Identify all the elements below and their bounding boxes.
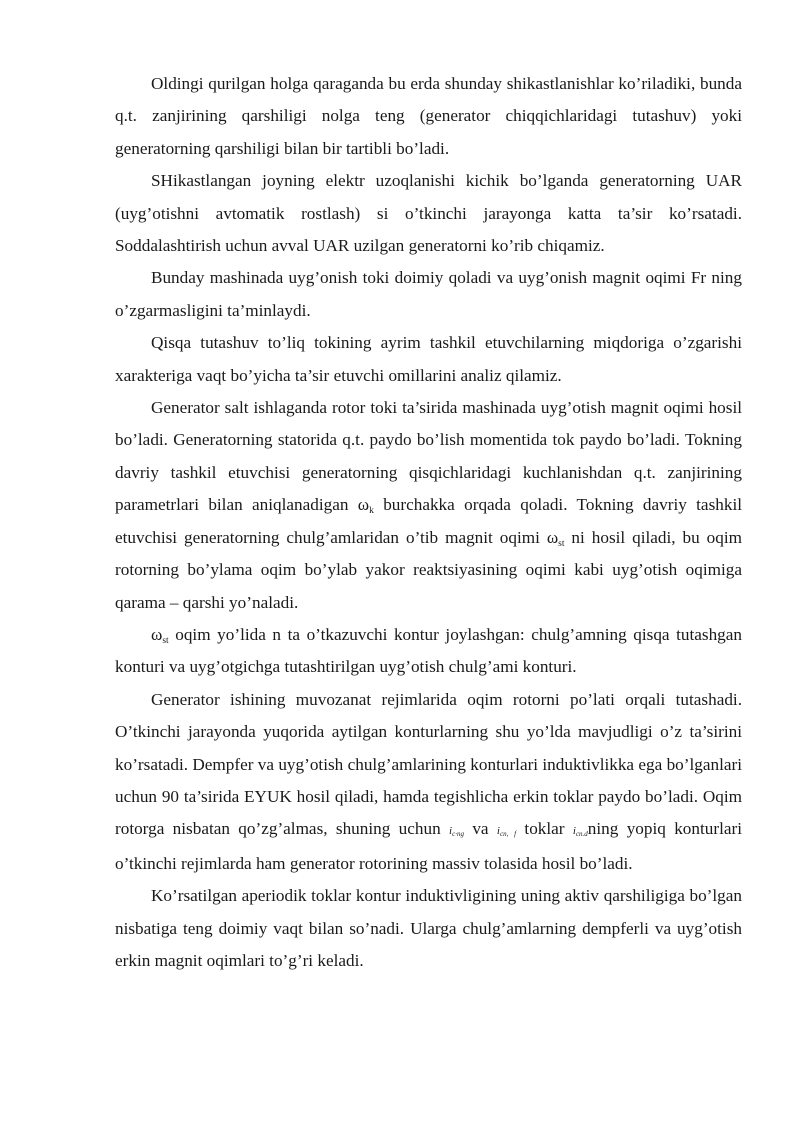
omega-st-subscript: st [558,538,565,549]
paragraph-5-text-c: ni hosil qiladi, bu oqim rotorning bo’ylama oqim bo’ylab yakor reaktsiyasining oqimi kabi uyg’otish oqimiga qarama – qarshi yo’naladi. [115,527,742,612]
paragraph-8: Ko’rsatilgan aperiodik toklar kontur induktivligining uning aktiv qarshiligiga bo’lgan nisbatiga teng doimiy vaqt bilan so’nadi. Ularga chulg’amlarning dempferli va uyg’otish erkin magnit oqimlari to’g’ri keladi. [115,886,742,970]
paragraph-7 [115,684,742,880]
paragraph-6 [115,619,742,684]
paragraph-2: SHikastlangan joyning elektr uzoqlanishi kichik bo’lganda generatorning UAR (uyg’otishni avtomatik rostlash) si o’tkinchi jarayonga katta ta’sir ko’rsatadi. Soddalashtirish uchun avval UAR uzilgan generatorni ko’rib chiqamiz. [115,171,742,256]
document-page [115,68,742,977]
paragraph-7-text-c: toklar [516,819,573,839]
paragraph-7-text-a: Generator ishining muvozanat rejimlarida oqim rotorni po’lati orqali tutashadi. O’tkinchi jarayonda yuqorida aytilgan konturlarning shu yo’lda mavjudligi o’z ta’sirini ko’rsatadi. Dempfer va uyg’otish chulg’amlarining konturlari induktivlikka ega bo’lganlari uchun 90 ta’sirida EYUK hosil qiladi, hamda tegishlicha erkin toklar paydo bo’ladi. Oqim rotorga nisbatan qo’zg’almas, shuning uchun [115,689,742,839]
formula-2-symbol: i [496,825,500,838]
omega-st-subscript: st [162,635,169,646]
omega-st-symbol: ω [546,527,559,547]
paragraph-4: Qisqa tutashuv to’liq tokining ayrim tashkil etuvchilarning miqdoriga o’zgarishi xarakteriga vaqt bo’yicha ta’sir etuvchi omillarini analiz qilamiz. [115,333,742,385]
formula-3-subscript: cn.d [575,830,588,839]
formula-1-symbol: i [449,825,453,838]
paragraph-7-text-b: va [463,819,497,839]
omega-k-subscript: k [369,506,374,517]
paragraph-7-text-d: ning yopiq konturlari o’tkinchi rejimlarda ham generator rotorining massiv tolasida hosil bo’ladi. [115,819,742,873]
paragraph-1: Oldingi qurilgan holga qaraganda bu erda shunday shikastlanishlar ko’riladiki, bunda q.t. zanjirining qarshiligi nolga teng (generator chiqqichlaridagi tutashuv) yoki generatorning qarshiligi bilan bir tartibli bo’ladi. [115,74,742,158]
omega-st-symbol: ω [151,624,163,644]
current-formula-1 [449,825,464,837]
formula-2-subscript: cn, f [499,830,517,839]
paragraph-5 [115,392,742,619]
current-formula-2 [497,825,516,837]
current-formula-3 [573,825,588,837]
formula-3-symbol: i [572,825,576,838]
paragraph-3: Bunday mashinada uyg’onish toki doimiy qoladi va uyg’onish magnit oqimi Fr ning o’zgarmasligini ta’minlaydi. [115,268,742,320]
omega-k-symbol: ω [357,495,370,515]
paragraph-5-text-b: burchakka orqada qoladi. Tokning davriy tashkil etuvchisi generatorning chulg’amlaridan o’tib magnit oqimi [115,495,742,547]
formula-1-subscript: c·ng [452,830,464,839]
paragraph-5-text-a: Generator salt ishlaganda rotor toki ta’sirida mashinada uyg’otish magnit oqimi hosil bo’ladi. Generatorning statorida q.t. paydo bo’lish momentida tok paydo bo’ladi. Tokning davriy tashkil etuvchisi generatorning qisqichlaridagi kuchlanishdan q.t. zanjirining parametrlari bilan aniqlanadigan [115,398,742,515]
paragraph-6-text: oqim yo’lida n ta o’tkazuvchi kontur joylashgan: chulg’amning qisqa tutashgan konturi va uyg’otgichga tutashtirilgan uyg’otish chulg’ami konturi. [115,624,742,677]
